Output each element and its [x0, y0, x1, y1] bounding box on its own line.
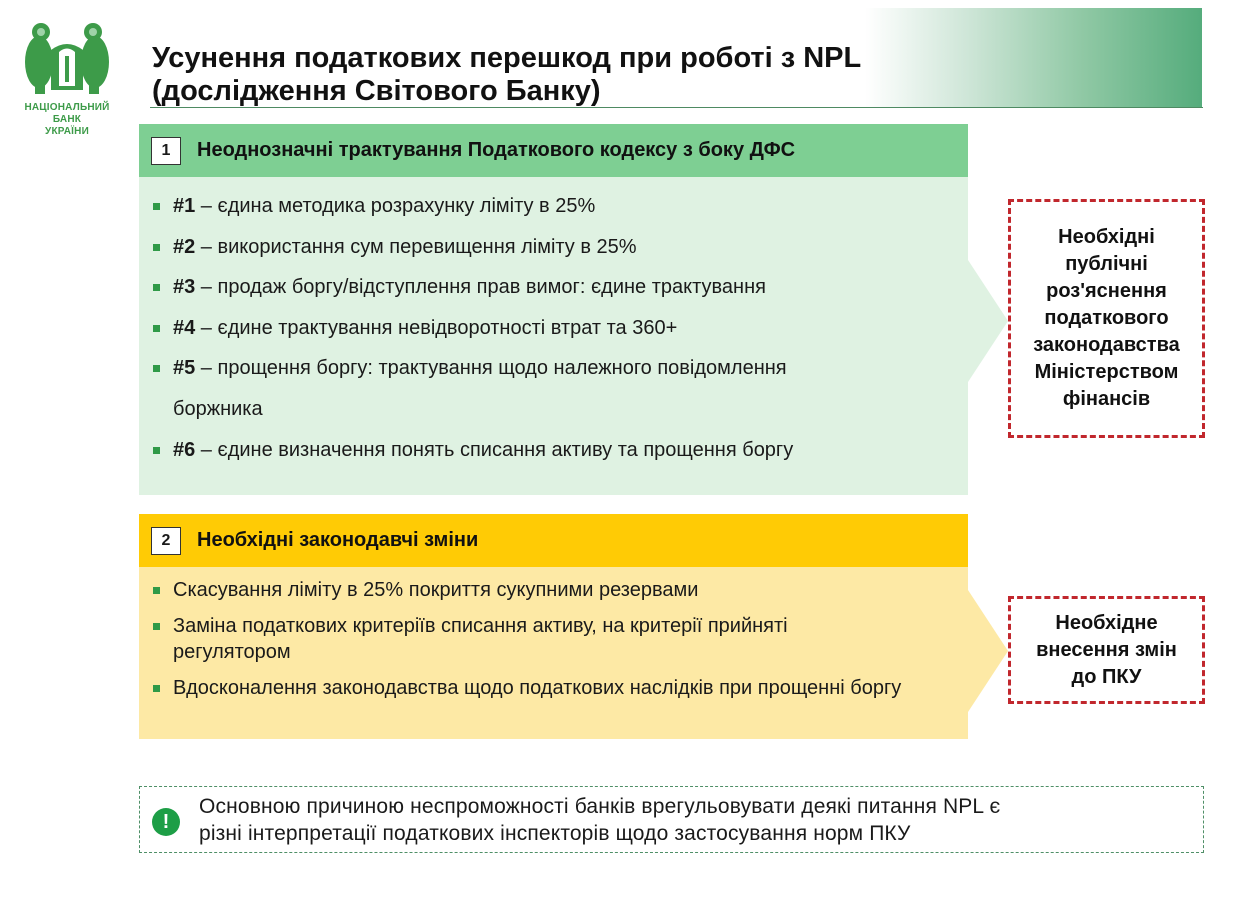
section-1-arrow	[968, 260, 1008, 382]
list-item	[152, 675, 952, 701]
bullet-icon	[153, 325, 160, 332]
item-id: #5	[173, 357, 196, 380]
item-text: – єдине трактування невідворотності втрат та 360+	[195, 316, 678, 339]
callout-2-line-2: внесення змін	[1036, 638, 1177, 661]
list-item	[152, 430, 952, 471]
title-line-2: (дослідження Світового Банку)	[152, 75, 601, 107]
page-title	[152, 42, 912, 108]
list-item	[152, 613, 952, 665]
item-id: #4	[173, 316, 196, 339]
item-text: Вдосконалення законодавства щодо податкових наслідків при прощенні боргу	[173, 677, 902, 699]
callout-1-line-1: Необхідні	[1058, 226, 1155, 248]
header-gradient	[865, 8, 1202, 108]
exclamation-icon: !	[152, 808, 180, 836]
item-text: – продаж боргу/відступлення прав вимог: єдине трактування	[195, 276, 766, 299]
section-1-callout	[1008, 199, 1205, 438]
bullet-icon	[153, 587, 160, 594]
callout-1-line-5: законодавства	[1033, 334, 1180, 356]
list-item	[152, 227, 952, 268]
section-2-header	[139, 514, 968, 567]
section-1-title: Неоднозначні трактування Податкового кодексу з боку ДФС	[197, 139, 796, 161]
bullet-icon	[153, 365, 160, 372]
bullet-icon	[153, 685, 160, 692]
logo-line-3: УКРАЇНИ	[45, 126, 89, 137]
list-item	[152, 267, 952, 308]
callout-1-line-6: Міністерством	[1034, 361, 1179, 383]
logo-line-1: НАЦІОНАЛЬНИЙ	[24, 102, 110, 113]
bullet-icon	[153, 447, 160, 454]
item-text: Скасування ліміту в 25% покриття сукупними резервами	[173, 579, 699, 601]
item-id: #1	[173, 195, 196, 217]
bullet-icon	[153, 284, 160, 291]
item-id: #6	[173, 438, 196, 461]
section-1-header	[139, 124, 968, 177]
callout-1-line-7: фінансів	[1062, 388, 1151, 410]
note-line-1: Основною причиною неспроможності банків врегульовувати деякі питання NPL є	[199, 795, 1001, 818]
title-line-1: Усунення податкових перешкод при роботі з NPL	[152, 42, 862, 74]
list-item	[152, 186, 952, 227]
list-item	[152, 308, 952, 349]
item-text: – єдина методика розрахунку ліміту в 25%	[195, 195, 596, 217]
bullet-icon	[153, 244, 160, 251]
callout-1-line-3: роз'яснення	[1046, 280, 1167, 302]
bullet-icon	[153, 203, 160, 210]
section-2-title: Необхідні законодавчі зміни	[197, 529, 479, 551]
item-text: – прощення боргу: трактування щодо належного повідомлення боржника	[173, 357, 787, 420]
callout-2-line-3: до ПКУ	[1071, 665, 1142, 688]
section-2-callout	[1008, 596, 1205, 704]
bullet-icon	[153, 623, 160, 630]
note-text	[199, 793, 1194, 847]
section-2-list	[152, 577, 952, 711]
logo-line-2: БАНК	[52, 114, 82, 125]
section-1-number: 1	[151, 137, 181, 165]
section-2-arrow	[968, 590, 1008, 712]
item-text: – використання сум перевищення ліміту в 25%	[195, 235, 637, 258]
list-item	[152, 348, 952, 429]
nbu-logo	[14, 20, 120, 138]
callout-2-line-1: Необхідне	[1055, 611, 1158, 634]
callout-1-line-2: публічні	[1065, 253, 1148, 275]
item-text: Заміна податкових критеріїв списання активу, на критерії прийняті регулятором	[173, 615, 788, 663]
note-line-2: різні інтерпретації податкових інспекторів щодо застосування норм ПКУ	[199, 822, 911, 845]
title-divider	[150, 107, 1203, 108]
logo-caption	[14, 102, 120, 138]
list-item	[152, 577, 952, 603]
item-id: #2	[173, 235, 196, 258]
nbu-emblem-icon	[21, 20, 113, 96]
section-2-number: 2	[151, 527, 181, 555]
callout-1-line-4: податкового	[1044, 307, 1169, 329]
item-text: – єдине визначення понять списання активу та прощення боргу	[195, 438, 794, 461]
section-1-list	[152, 186, 952, 470]
key-note	[139, 786, 1204, 853]
item-id: #3	[173, 276, 196, 299]
